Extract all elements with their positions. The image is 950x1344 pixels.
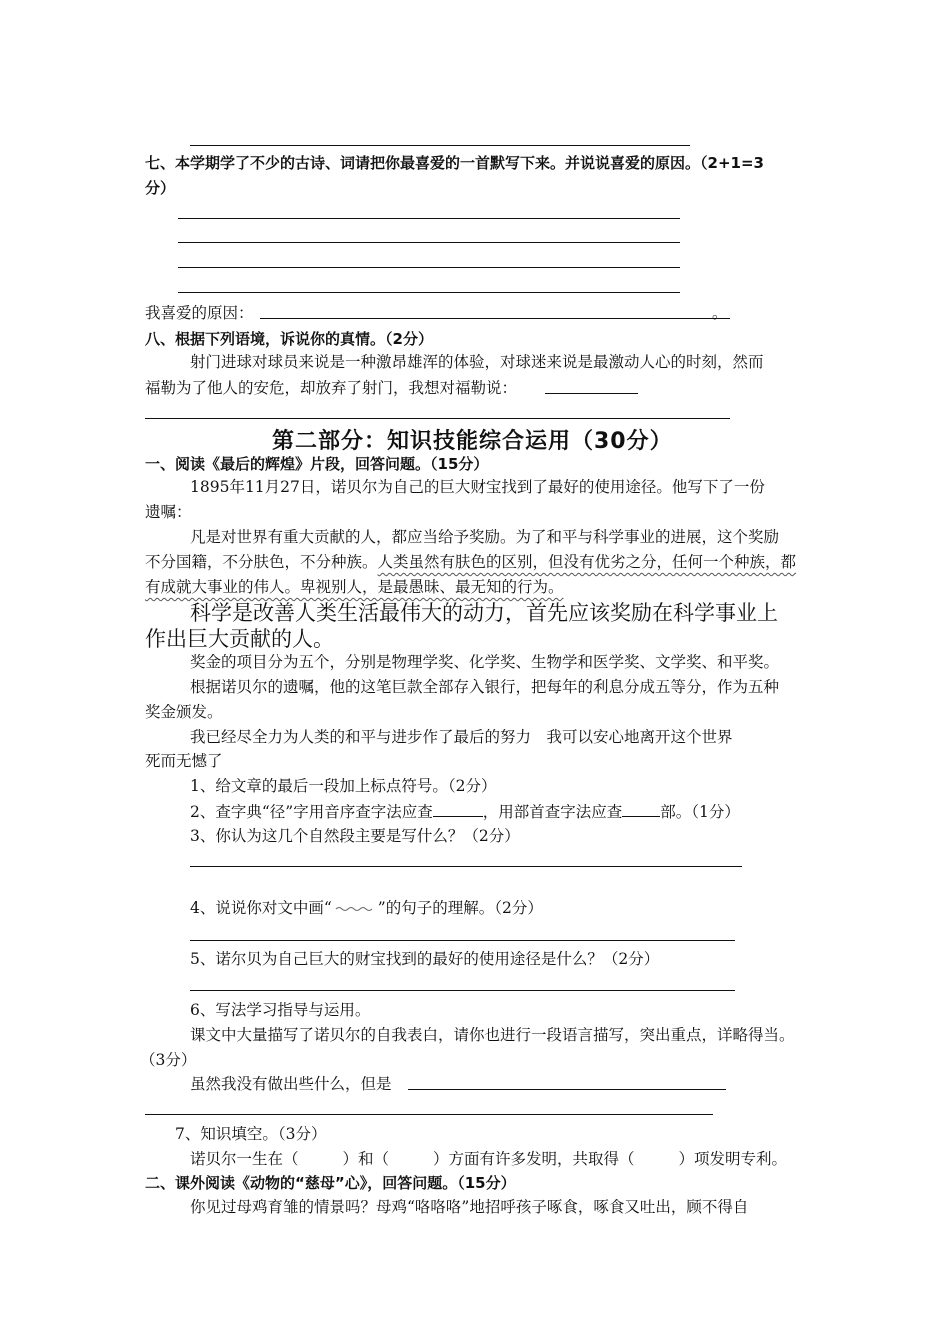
passage-para-5-line-2: 奖金颁发。 [145,703,223,721]
wavy-underlined-sentence: 人类虽然有肤色的区别，但没有优劣之分，任何一个种族，都 [377,553,797,571]
passage-para-6-line-1: 我已经尽全力为人类的和平与进步作了最后的努力 我可以安心地离开这个世界 [190,728,733,746]
sub-question-4-part-a: 4、说说你对文中画“ [190,899,332,917]
sub-question-4-answer-line[interactable] [190,940,735,941]
passage-para-2-line-2-plain: 不分国籍，不分肤色，不分种族。 [145,553,378,571]
poem-line-2[interactable] [178,242,680,243]
sub-question-7-part-c: ）方面有许多发明，共取得（ [433,1150,635,1168]
sub-question-6-text-line-2: （3分） [140,1051,197,1069]
question-1-heading: 一、阅读《最后的辉煌》片段，回答问题。（15分） [145,455,489,473]
sub-question-7-part-a: 诺贝尔一生在（ [190,1150,299,1168]
poem-line-4[interactable] [178,292,680,293]
sub-question-7-fill [190,1148,787,1170]
sub-question-6-answer-line[interactable] [145,1114,713,1115]
sub-question-7-part-d: ）项发明专利。 [678,1150,788,1168]
sub-question-6-prompt: 虽然我没有做出些什么，但是 [190,1075,392,1093]
section-8-heading: 八、根据下列语境，诉说你的真情。（2分） [145,330,433,348]
section-8-text-line-2: 福勒为了他人的安危，却放弃了射门，我想对福勒说： [145,379,518,397]
part-2-title: 第二部分：知识技能综合运用（30分） [272,429,673,454]
reason-answer-line[interactable] [260,318,730,319]
sub-question-6-prompt-blank[interactable] [408,1089,726,1090]
sub-question-7-part-b: ）和（ [342,1150,390,1168]
reason-label: 我喜爱的原因： [145,304,254,322]
alphabet-index-blank[interactable] [433,800,483,817]
sub-question-6: 6、写法学习指导与运用。 [190,1001,371,1019]
sub-question-1: 1、给文章的最后一段加上标点符号。（2分） [190,777,497,795]
passage-para-2-line-1: 凡是对世界有重大贡献的人，都应当给予奖励。为了和平与科学事业的进展，这个奖励 [190,528,780,546]
passage-para-2-line-3: 有成就大事业的伟人。卑视别人，是最愚昧、最无知的行为。 [145,578,564,596]
passage-para-2-line-2 [145,551,796,573]
fowler-answer-blank[interactable] [545,393,638,394]
sub-question-3: 3、你认为这几个自然段主要是写什么？（2分） [190,827,520,845]
question-2-passage-line-1: 你见过母鸡育雏的情景吗？母鸡“咯咯咯”地招呼孩子啄食，啄食又吐出，顾不得自 [190,1198,749,1216]
fowler-answer-line[interactable] [145,418,730,419]
passage-para-4: 奖金的项目分为五个，分别是物理学奖、化学奖、生物学和医学奖、文学奖、和平奖。 [190,653,780,671]
radical-blank[interactable] [622,800,660,817]
passage-para-6-line-2: 死而无憾了 [145,752,223,770]
passage-para-3-line-1: 科学是改善人类生活最伟大的动力，首先应该奖励在科学事业上 [190,601,778,625]
sub-question-7: 7、知识填空。（3分） [175,1125,327,1143]
sub-question-2-part-c: 部。（1分） [660,803,740,821]
sub-question-5: 5、诺尔贝为自己巨大的财宝找到的最好的使用途径是什么？（2分） [190,950,660,968]
answer-line-top[interactable] [190,145,690,146]
section-7-heading: 七、本学期学了不少的古诗、词请把你最喜爱的一首默写下来。并说说喜爱的原因。（2+1=3 [145,154,764,172]
passage-para-1-line-1: 1895年11月27日，诺贝尔为自己的巨大财宝找到了最好的使用途径。他写下了一份 [190,478,765,496]
sub-question-6-text-line-1: 课文中大量描写了诺贝尔的自我表白，请你也进行一段语言描写，突出重点，详略得当。 [190,1026,795,1044]
sub-question-2-part-a: 2、查字典“径”字用音序查字法应查 [190,803,433,821]
question-2-heading: 二、课外阅读《动物的“慈母”心》，回答问题。（15分） [145,1174,516,1192]
poem-line-1[interactable] [178,218,680,219]
sub-question-4 [190,897,543,919]
sub-question-5-answer-line[interactable] [190,990,735,991]
section-8-text-line-1: 射门进球对球员来说是一种激昂雄浑的体验，对球迷来说是最激动人心的时刻，然而 [190,353,764,371]
passage-para-1-line-2: 遗嘱： [145,503,192,521]
passage-para-5-line-1: 根据诺贝尔的遗嘱，他的这笔巨款全部存入银行，把每年的利息分成五等分，作为五种 [190,678,780,696]
poem-line-3[interactable] [178,267,680,268]
sub-question-2-part-b: ，用部首查字法应查 [482,803,623,821]
sub-question-3-answer-line[interactable] [190,866,742,867]
section-7-heading-cont: 分） [145,179,176,197]
wavy-line-icon [332,897,378,911]
sub-question-4-part-b: ”的句子的理解。（2分） [377,899,543,917]
sub-question-2 [190,800,740,823]
passage-para-3-line-2: 作出巨大贡献的人。 [145,627,334,651]
reason-end-mark: 。 [712,304,728,322]
